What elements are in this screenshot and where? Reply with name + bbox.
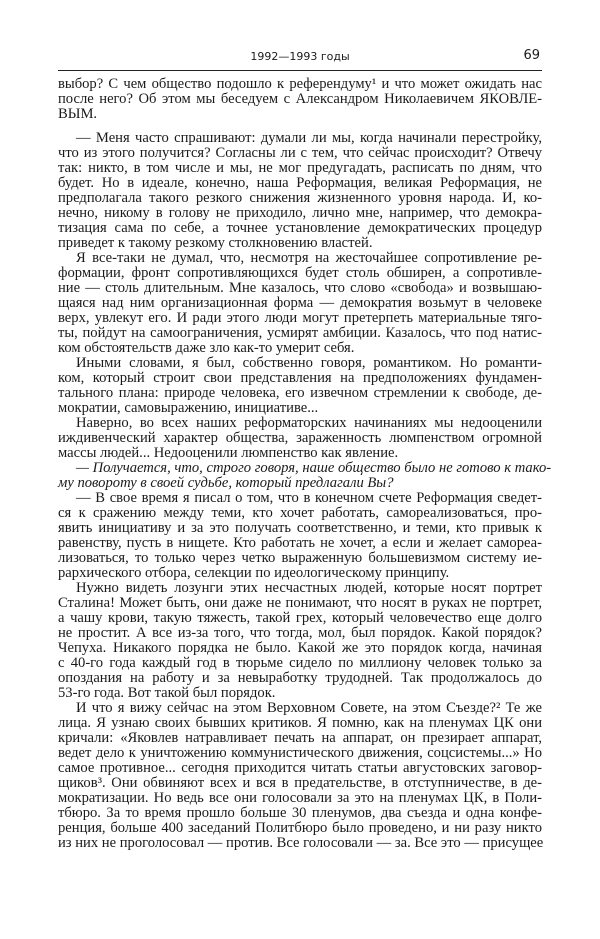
- paragraph: [58, 356, 542, 416]
- running-title: 1992—1993 годы: [250, 50, 350, 63]
- text-line: будет. Но в идеале, конечно, наша Реформация, великая Реформация, не: [58, 175, 542, 191]
- text-line: нечно, никому в голову не приходило, лично мне, например, что демокра-: [58, 205, 542, 221]
- text-line: приведет к такому резкому столкновению властей.: [58, 235, 373, 251]
- text-line: ренция, больше 400 заседаний Политбюро было проведено, и ни разу никто: [58, 820, 542, 836]
- text-line: выбор? С чем общество подошло к референдуму¹ и что может ожидать нас: [58, 76, 542, 92]
- text-line: ВЫМ.: [58, 106, 98, 122]
- text-line: 53-го года. Вот такой был порядок.: [58, 685, 276, 701]
- text-line: лизоваться, то только через четко выраженную большевизмом систему ие-: [58, 550, 542, 566]
- text-line: массы людей... Недооценили люмпенство как явление.: [58, 445, 399, 461]
- page-number: 69: [523, 48, 540, 63]
- text-line: опоздания на работу и за невыработку трудодней. Так продолжалось до: [58, 670, 542, 686]
- text-line: ком, который строит свои представления на предположениях фундамен-: [58, 370, 542, 386]
- text-line: после него? Об этом мы беседуем с Александром Николаевичем ЯКОВЛЕ-: [58, 91, 542, 107]
- text-line: верх, увлекут его. И ради этого люди могут претерпеть материальные тяго-: [58, 310, 542, 326]
- text-line: Иными словами, я был, собственно говоря, романтиком. Но романти-: [76, 355, 542, 371]
- text-line: — Получается, что, строго говоря, наше общество было не готово к тако-: [76, 460, 552, 476]
- text-line: Чепуха. Никакого порядка не было. Какой же это порядок когда, начиная: [58, 640, 542, 656]
- text-line: тального плана: природе человека, его извечном стремлении к свободе, де-: [58, 385, 542, 401]
- text-line: кричали: «Яковлев натравливает печать на аппарат, он презирает аппарат,: [58, 730, 542, 746]
- text-line: мократизации. Но ведь все они голосовали за это на пленумах ЦК, в Поли-: [58, 790, 542, 806]
- text-line: му повороту в своей судьбе, который предлагали Вы?: [58, 475, 394, 491]
- text-line: предполагала такого резкого снижения жизненного уровня народа. И, ко-: [58, 190, 542, 206]
- text-line: щиков³. Они обвиняют всех и вся в предательстве, в отступничестве, в де-: [58, 775, 542, 791]
- text-line: из них не проголосовал — против. Все голосовали — за. Все это — присущее: [58, 835, 544, 851]
- text-line: — Меня часто спрашивают: думали ли мы, когда начинали перестройку,: [76, 130, 542, 146]
- text-line: рархического отбора, селекции по идеологическому принципу.: [58, 565, 450, 581]
- text-line: мократии, самовыражению, инициативе...: [58, 400, 319, 416]
- text-line: Сталина! Может быть, они даже не понимают, что носят в руках не портрет,: [58, 595, 542, 611]
- paragraph: [58, 416, 542, 461]
- text-line: ведет дело к уничтожению коммунистического движения, соцсистемы...» Но: [58, 745, 542, 761]
- text-line: ся к сражению между теми, кто хочет работать, самореализоваться, про-: [58, 505, 542, 521]
- text-line: иждивенческий характер общества, зараженность люмпенством огромной: [58, 430, 542, 446]
- interviewer-question: [58, 460, 552, 491]
- paragraph: [58, 131, 542, 251]
- paragraph: [58, 251, 542, 356]
- text-line: а чашу крови, такую тяжесть, такой грех, который человечество еще долго: [58, 610, 542, 626]
- text-line: самое противное... сегодня приходится читать статьи августовских заговор-: [58, 760, 542, 776]
- paragraph: [58, 77, 542, 122]
- text-line: равенству, пусть в нищете. Кто работать не хочет, а если и желает самореа-: [58, 535, 542, 551]
- paragraph: [58, 491, 542, 581]
- text-line: ние — столь длительным. Мне казалось, что слово «свобода» и возвышаю-: [58, 280, 542, 296]
- text-line: не простит. А все из-за того, что тогда, мол, был порядок. Какой порядок?: [58, 625, 542, 641]
- text-line: что из этого получится? Согласны ли с тем, что сейчас происходит? Отвечу: [58, 145, 542, 161]
- text-line: щаяся над ним организационная форма — демократия возьмут в человеке: [58, 295, 542, 311]
- text-line: Нужно видеть лозунги этих несчастных людей, которые носят портрет: [76, 580, 542, 596]
- text-line: ком обстоятельств даже зло как-то умерит себя.: [58, 340, 355, 356]
- text-line: — В свое время я писал о том, что в конечном счете Реформация сведет-: [76, 490, 542, 506]
- text-line: Наверно, во всех наших реформаторских начинаниях мы недооценили: [76, 415, 542, 431]
- text-line: явить инициативу и за это получать соответственно, и теми, кто привык к: [58, 520, 542, 536]
- text-line: лица. Я узнаю своих бывших критиков. Я помню, как на пленумах ЦК они: [58, 715, 542, 731]
- text-line: тизация сама по себе, а точнее установление демократических процедур: [58, 220, 542, 236]
- text-line: И что я вижу сейчас на этом Верховном Совете, на этом Съезде?² Те же: [76, 700, 542, 716]
- text-line: Я все-таки не думал, что, несмотря на жесточайшее сопротивление ре-: [76, 250, 542, 266]
- text-line: формации, фронт сопротивляющихся будет столь обширен, а сопротивле-: [58, 265, 542, 281]
- paragraph: [58, 581, 542, 701]
- text-line: ты, пойдут на самоограничения, усмирят амбиции. Казалось, что под натис-: [58, 325, 542, 341]
- page-body-text: [58, 76, 552, 851]
- text-line: тбюро. За то время прошло больше 30 пленумов, два съезда и одна конфе-: [58, 805, 542, 821]
- text-line: так: никто, в том числе и мы, не мог предугадать, расписать по дням, что: [58, 160, 542, 176]
- running-header: [58, 48, 542, 71]
- paragraph: [58, 701, 542, 851]
- text-line: с 40-го года каждый год в тюрьме сидело по миллиону человек только за: [58, 655, 542, 671]
